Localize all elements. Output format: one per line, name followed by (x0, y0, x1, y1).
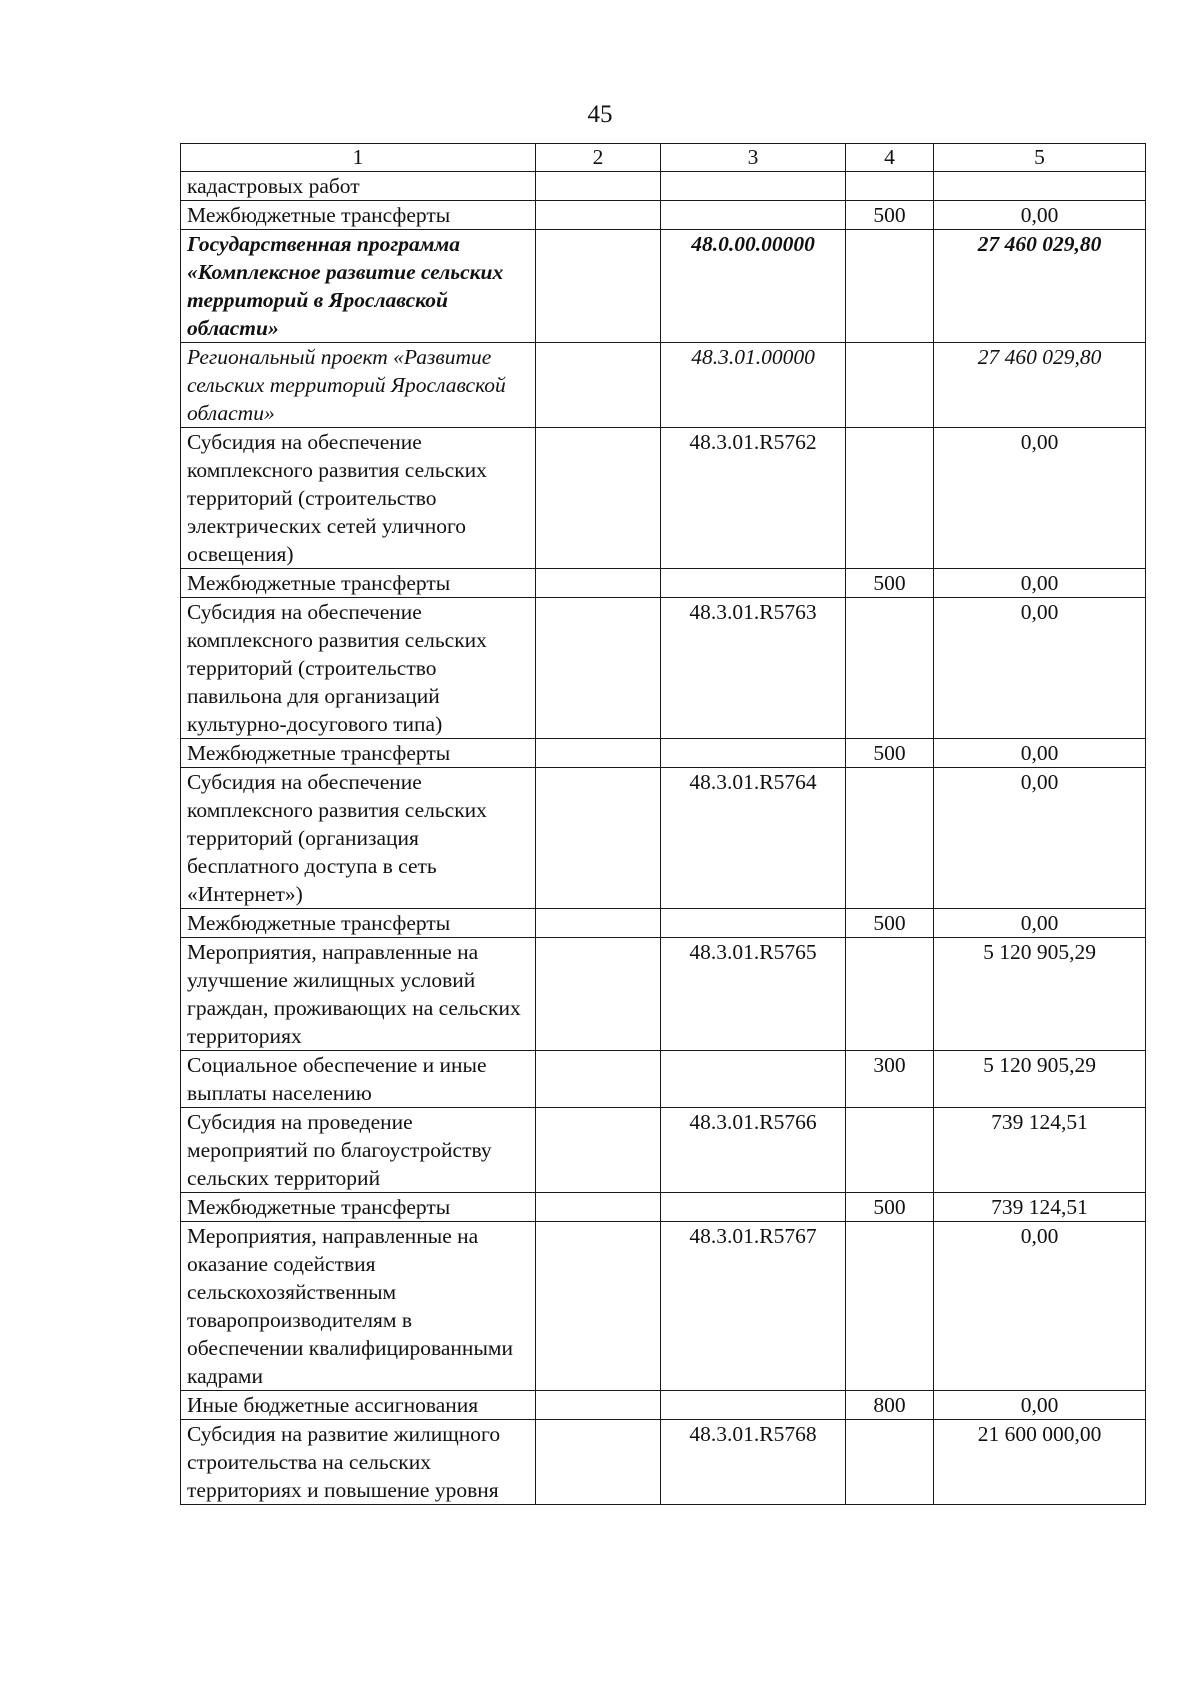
table-row-project (181, 343, 1146, 428)
header-cell: 5 (934, 144, 1146, 172)
table-row (181, 1193, 1146, 1222)
row-type (846, 768, 934, 909)
row-col2 (536, 1222, 661, 1391)
row-name: Субсидия на обеспечение комплексного развития сельских территорий (организация бесплатного доступа в сеть «Интернет») (181, 768, 536, 909)
row-amount: 739 124,51 (934, 1193, 1146, 1222)
row-amount: 21 600 000,00 (934, 1420, 1146, 1505)
row-name: Межбюджетные трансферты (181, 569, 536, 598)
row-code (661, 569, 846, 598)
row-amount: 0,00 (934, 201, 1146, 230)
header-cell: 3 (661, 144, 846, 172)
row-type: 500 (846, 909, 934, 938)
row-col2 (536, 428, 661, 569)
table-row (181, 768, 1146, 909)
row-col2 (536, 1420, 661, 1505)
row-code (661, 201, 846, 230)
row-amount: 0,00 (934, 569, 1146, 598)
row-type (846, 343, 934, 428)
row-amount (934, 172, 1146, 201)
row-amount: 27 460 029,80 (934, 230, 1146, 343)
row-amount: 27 460 029,80 (934, 343, 1146, 428)
row-amount: 0,00 (934, 428, 1146, 569)
row-code (661, 1051, 846, 1108)
row-name: Субсидия на обеспечение комплексного развития сельских территорий (строительство павильона для организаций культурно-досугового типа) (181, 598, 536, 739)
row-type: 500 (846, 739, 934, 768)
table-row (181, 1222, 1146, 1391)
row-type (846, 1108, 934, 1193)
row-code: 48.3.01.R5765 (661, 938, 846, 1051)
row-name: Межбюджетные трансферты (181, 909, 536, 938)
row-name: Субсидия на проведение мероприятий по благоустройству сельских территорий (181, 1108, 536, 1193)
row-type: 500 (846, 569, 934, 598)
row-code: 48.3.01.R5763 (661, 598, 846, 739)
row-col2 (536, 598, 661, 739)
row-amount: 5 120 905,29 (934, 1051, 1146, 1108)
row-col2 (536, 1391, 661, 1420)
row-type (846, 598, 934, 739)
row-type (846, 428, 934, 569)
row-type: 500 (846, 201, 934, 230)
row-col2 (536, 569, 661, 598)
row-code: 48.3.01.R5766 (661, 1108, 846, 1193)
row-col2 (536, 768, 661, 909)
row-name: Региональный проект «Развитие сельских территорий Ярославской области» (181, 343, 536, 428)
row-code: 48.0.00.00000 (661, 230, 846, 343)
row-code: 48.3.01.R5762 (661, 428, 846, 569)
table-row (181, 598, 1146, 739)
page-number: 45 (587, 101, 613, 128)
row-code: 48.3.01.R5767 (661, 1222, 846, 1391)
row-name: кадастровых работ (181, 172, 536, 201)
header-cell: 4 (846, 144, 934, 172)
table-row (181, 1391, 1146, 1420)
table-row (181, 569, 1146, 598)
row-type (846, 230, 934, 343)
row-name: Мероприятия, направленные на оказание содействия сельскохозяйственным товаропроизводителям в обеспечении квалифицированными кадрами (181, 1222, 536, 1391)
row-code (661, 909, 846, 938)
row-name: Социальное обеспечение и иные выплаты населению (181, 1051, 536, 1108)
table-row (181, 739, 1146, 768)
table-header-row (181, 144, 1146, 172)
row-type: 300 (846, 1051, 934, 1108)
row-type (846, 1222, 934, 1391)
row-col2 (536, 343, 661, 428)
row-type (846, 1420, 934, 1505)
row-type: 500 (846, 1193, 934, 1222)
row-code: 48.3.01.00000 (661, 343, 846, 428)
row-code (661, 1391, 846, 1420)
row-amount: 0,00 (934, 739, 1146, 768)
table-row (181, 428, 1146, 569)
row-name: Межбюджетные трансферты (181, 1193, 536, 1222)
row-amount: 0,00 (934, 768, 1146, 909)
row-type: 800 (846, 1391, 934, 1420)
row-col2 (536, 938, 661, 1051)
table-row (181, 1108, 1146, 1193)
row-col2 (536, 1051, 661, 1108)
row-type (846, 172, 934, 201)
table-row (181, 1420, 1146, 1505)
table-row (181, 1051, 1146, 1108)
row-amount: 0,00 (934, 598, 1146, 739)
row-col2 (536, 230, 661, 343)
row-name: Мероприятия, направленные на улучшение жилищных условий граждан, проживающих на сельских территориях (181, 938, 536, 1051)
table-row (181, 172, 1146, 201)
row-code (661, 1193, 846, 1222)
budget-table (180, 143, 1146, 1505)
row-name: Межбюджетные трансферты (181, 201, 536, 230)
row-code (661, 739, 846, 768)
row-name: Иные бюджетные ассигнования (181, 1391, 536, 1420)
row-amount: 739 124,51 (934, 1108, 1146, 1193)
row-code (661, 172, 846, 201)
row-col2 (536, 1193, 661, 1222)
row-col2 (536, 909, 661, 938)
row-type (846, 938, 934, 1051)
table-row (181, 909, 1146, 938)
row-col2 (536, 1108, 661, 1193)
table-row-program (181, 230, 1146, 343)
row-amount: 0,00 (934, 1222, 1146, 1391)
row-amount: 0,00 (934, 909, 1146, 938)
row-amount: 5 120 905,29 (934, 938, 1146, 1051)
row-col2 (536, 172, 661, 201)
row-name: Межбюджетные трансферты (181, 739, 536, 768)
header-cell: 1 (181, 144, 536, 172)
table-row (181, 938, 1146, 1051)
row-amount: 0,00 (934, 1391, 1146, 1420)
row-name: Государственная программа «Комплексное развитие сельских территорий в Ярославской области» (181, 230, 536, 343)
row-name: Субсидия на обеспечение комплексного развития сельских территорий (строительство электрических сетей уличного освещения) (181, 428, 536, 569)
row-col2 (536, 201, 661, 230)
row-code: 48.3.01.R5768 (661, 1420, 846, 1505)
row-name: Субсидия на развитие жилищного строительства на сельских территориях и повышение уровня (181, 1420, 536, 1505)
table-row (181, 201, 1146, 230)
row-code: 48.3.01.R5764 (661, 768, 846, 909)
row-col2 (536, 739, 661, 768)
header-cell: 2 (536, 144, 661, 172)
